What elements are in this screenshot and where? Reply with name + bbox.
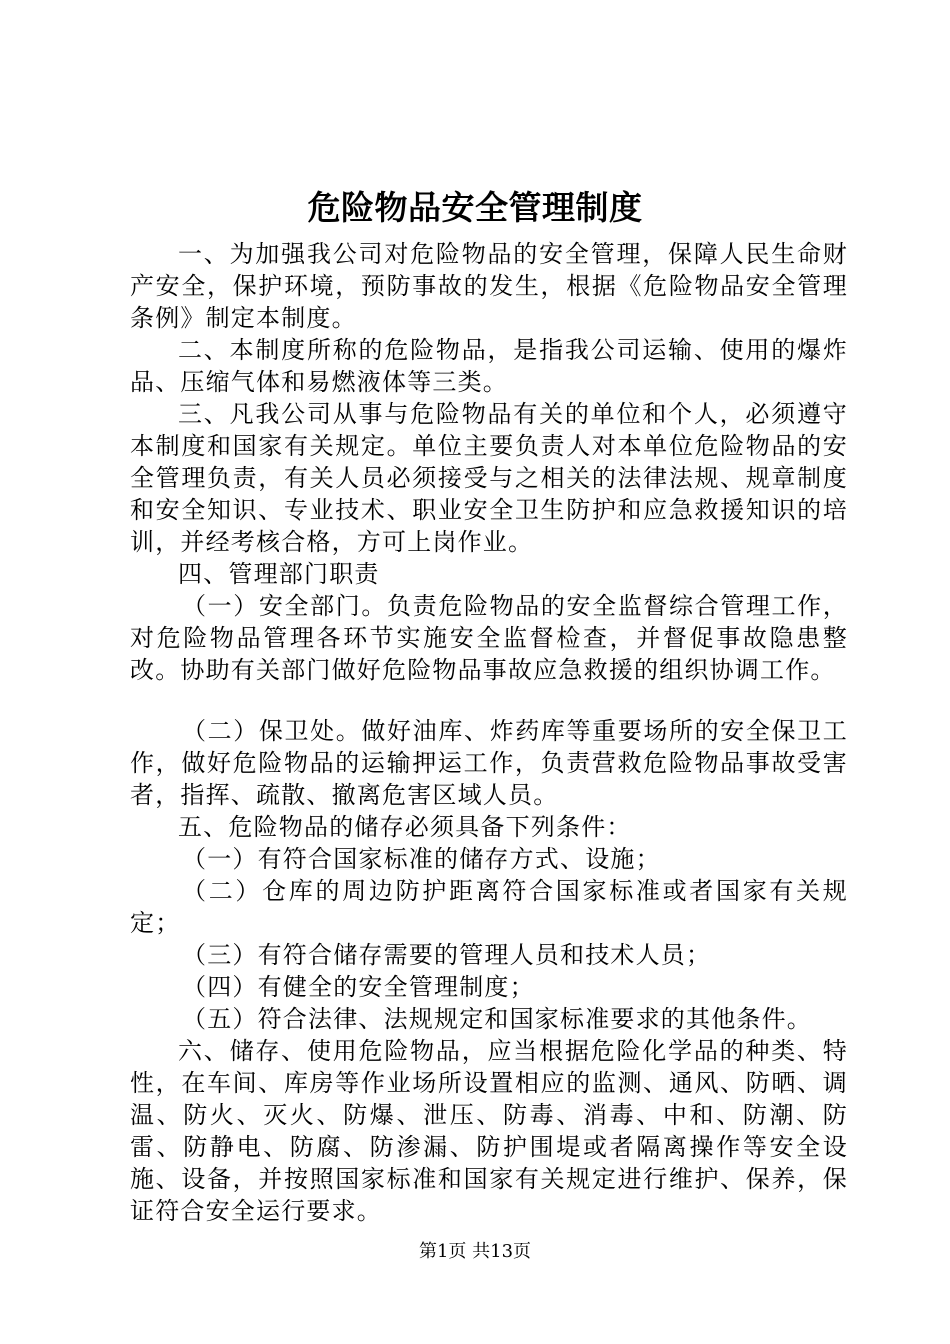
document-body [130, 238, 848, 1227]
paragraph-5-3: （三）有符合储存需要的管理人员和技术人员； [182, 941, 712, 969]
paragraph-5-5: （五）符合法律、法规规定和国家标准要求的其他条件。 [182, 1005, 812, 1033]
paragraph-5-2: （二）仓库的周边防护距离符合国家标准或者国家有关规定； [130, 877, 848, 937]
paragraph-5-4: （四）有健全的安全管理制度； [182, 973, 535, 1001]
paragraph-3: 三、凡我公司从事与危险物品有关的单位和个人，必须遵守本制度和国家有关规定。单位主要负责人对本单位危险物品的安全管理负责，有关人员必须接受与之相关的法律法规、规章制度和安全知识、专业技术、职业安全卫生防护和应急救援知识的培训，并经考核合格，方可上岗作业。 [130, 400, 848, 556]
document-title: 危险物品安全管理制度 [307, 188, 643, 227]
section-heading-4: 四、管理部门职责 [178, 560, 380, 588]
paragraph-4-1: （一）安全部门。负责危险物品的安全监督综合管理工作，对危险物品管理各环节实施安全监督检查，并督促事故隐患整改。协助有关部门做好危险物品事故应急救援的组织协调工作。 [130, 592, 848, 684]
paragraph-2: 二、本制度所称的危险物品，是指我公司运输、使用的爆炸品、压缩气体和易燃液体等三类。 [130, 336, 848, 396]
paragraph-6: 六、储存、使用危险物品，应当根据危险化学品的种类、特性，在车间、库房等作业场所设置相应的监测、通风、防晒、调温、防火、灭火、防爆、泄压、防毒、消毒、中和、防潮、防雷、防静电、防腐、防渗漏、防护围堤或者隔离操作等安全设施、设备，并按照国家标准和国家有关规定进行维护、保养，保证符合安全运行要求。 [130, 1037, 848, 1225]
paragraph-4-2: （二）保卫处。做好油库、炸药库等重要场所的安全保卫工作，做好危险物品的运输押运工作，负责营救危险物品事故受害者，指挥、疏散、撤离危害区域人员。 [130, 717, 848, 809]
paragraph-5-1: （一）有符合国家标准的储存方式、设施； [182, 845, 661, 873]
section-heading-5: 五、危险物品的储存必须具备下列条件： [178, 813, 632, 841]
paragraph-1: 一、为加强我公司对危险物品的安全管理，保障人民生命财产安全，保护环境，预防事故的发生，根据《危险物品安全管理条例》制定本制度。 [130, 240, 848, 332]
page-footer: 第1页 共13页 [418, 1241, 532, 1262]
